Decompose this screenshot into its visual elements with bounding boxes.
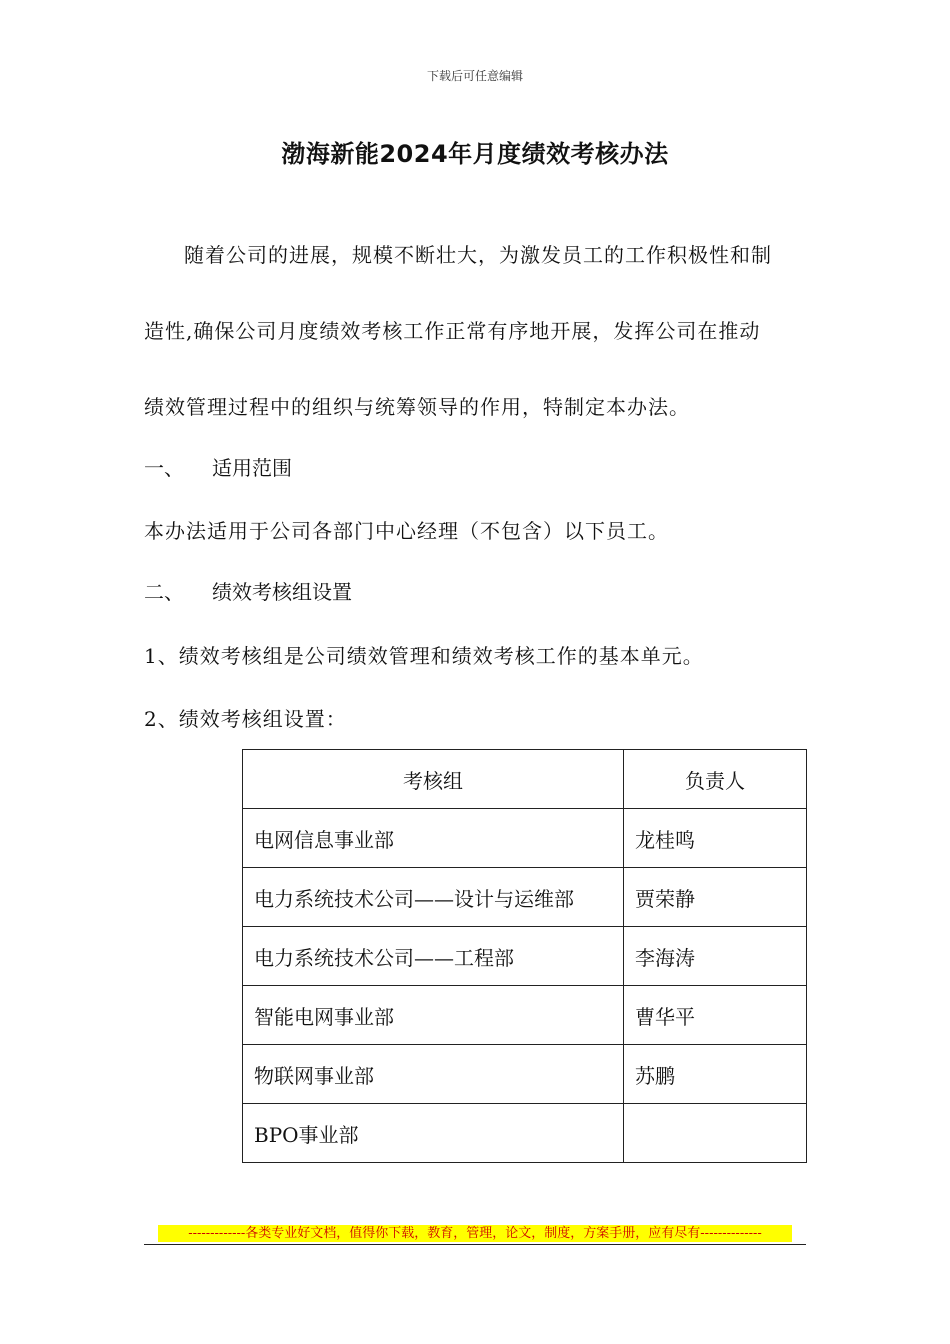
group-cell: BPO事业部 [243,1104,624,1163]
section-2-number: 二、 [144,580,184,604]
section-1-heading [144,452,292,481]
owner-cell [624,1104,807,1163]
intro-line-3: 绩效管理过程中的组织与统筹领导的作用，特制定本办法。 [144,395,690,419]
document-title: 渤海新能2024年月度绩效考核办法 [281,140,669,168]
table-row [243,1045,807,1104]
footer-divider [144,1244,806,1245]
footer-banner: -------------各类专业好文档，值得你下载，教育，管理，论文，制度，方案手册，应有尽有-------------- [158,1225,792,1242]
section-1-body: 本办法适用于公司各部门中心经理（不包含）以下员工。 [144,519,669,543]
section-1-number: 一、 [144,456,184,480]
group-cell: 物联网事业部 [243,1045,624,1104]
table-row [243,868,807,927]
owner-cell: 苏鹏 [624,1045,807,1104]
intro-line-1: 随着公司的进展，规模不断壮大，为激发员工的工作积极性和制 [184,243,772,267]
table-header-row [243,750,807,809]
owner-cell: 李海涛 [624,927,807,986]
header-note: 下载后可任意编辑 [426,69,523,83]
section-1-title: 适用范围 [212,456,292,480]
section-2-heading [144,576,352,605]
section-2-item-1: 1、绩效考核组是公司绩效管理和绩效考核工作的基本单元。 [144,644,704,668]
table-row [243,927,807,986]
owner-cell: 贾荣静 [624,868,807,927]
assessment-group-table [242,749,807,1163]
intro-line-2: 造性,确保公司月度绩效考核工作正常有序地开展，发挥公司在推动 [144,319,761,343]
owner-cell: 龙桂鸣 [624,809,807,868]
table-row [243,1104,807,1163]
section-2-item-2: 2、绩效考核组设置： [144,707,347,731]
table-row [243,986,807,1045]
owner-cell: 曹华平 [624,986,807,1045]
header-group: 考核组 [243,750,624,809]
header-owner: 负责人 [624,750,807,809]
group-cell: 电力系统技术公司——工程部 [243,927,624,986]
table-row [243,809,807,868]
section-2-title: 绩效考核组设置 [212,580,352,604]
group-cell: 智能电网事业部 [243,986,624,1045]
group-cell: 电网信息事业部 [243,809,624,868]
group-cell: 电力系统技术公司——设计与运维部 [243,868,624,927]
